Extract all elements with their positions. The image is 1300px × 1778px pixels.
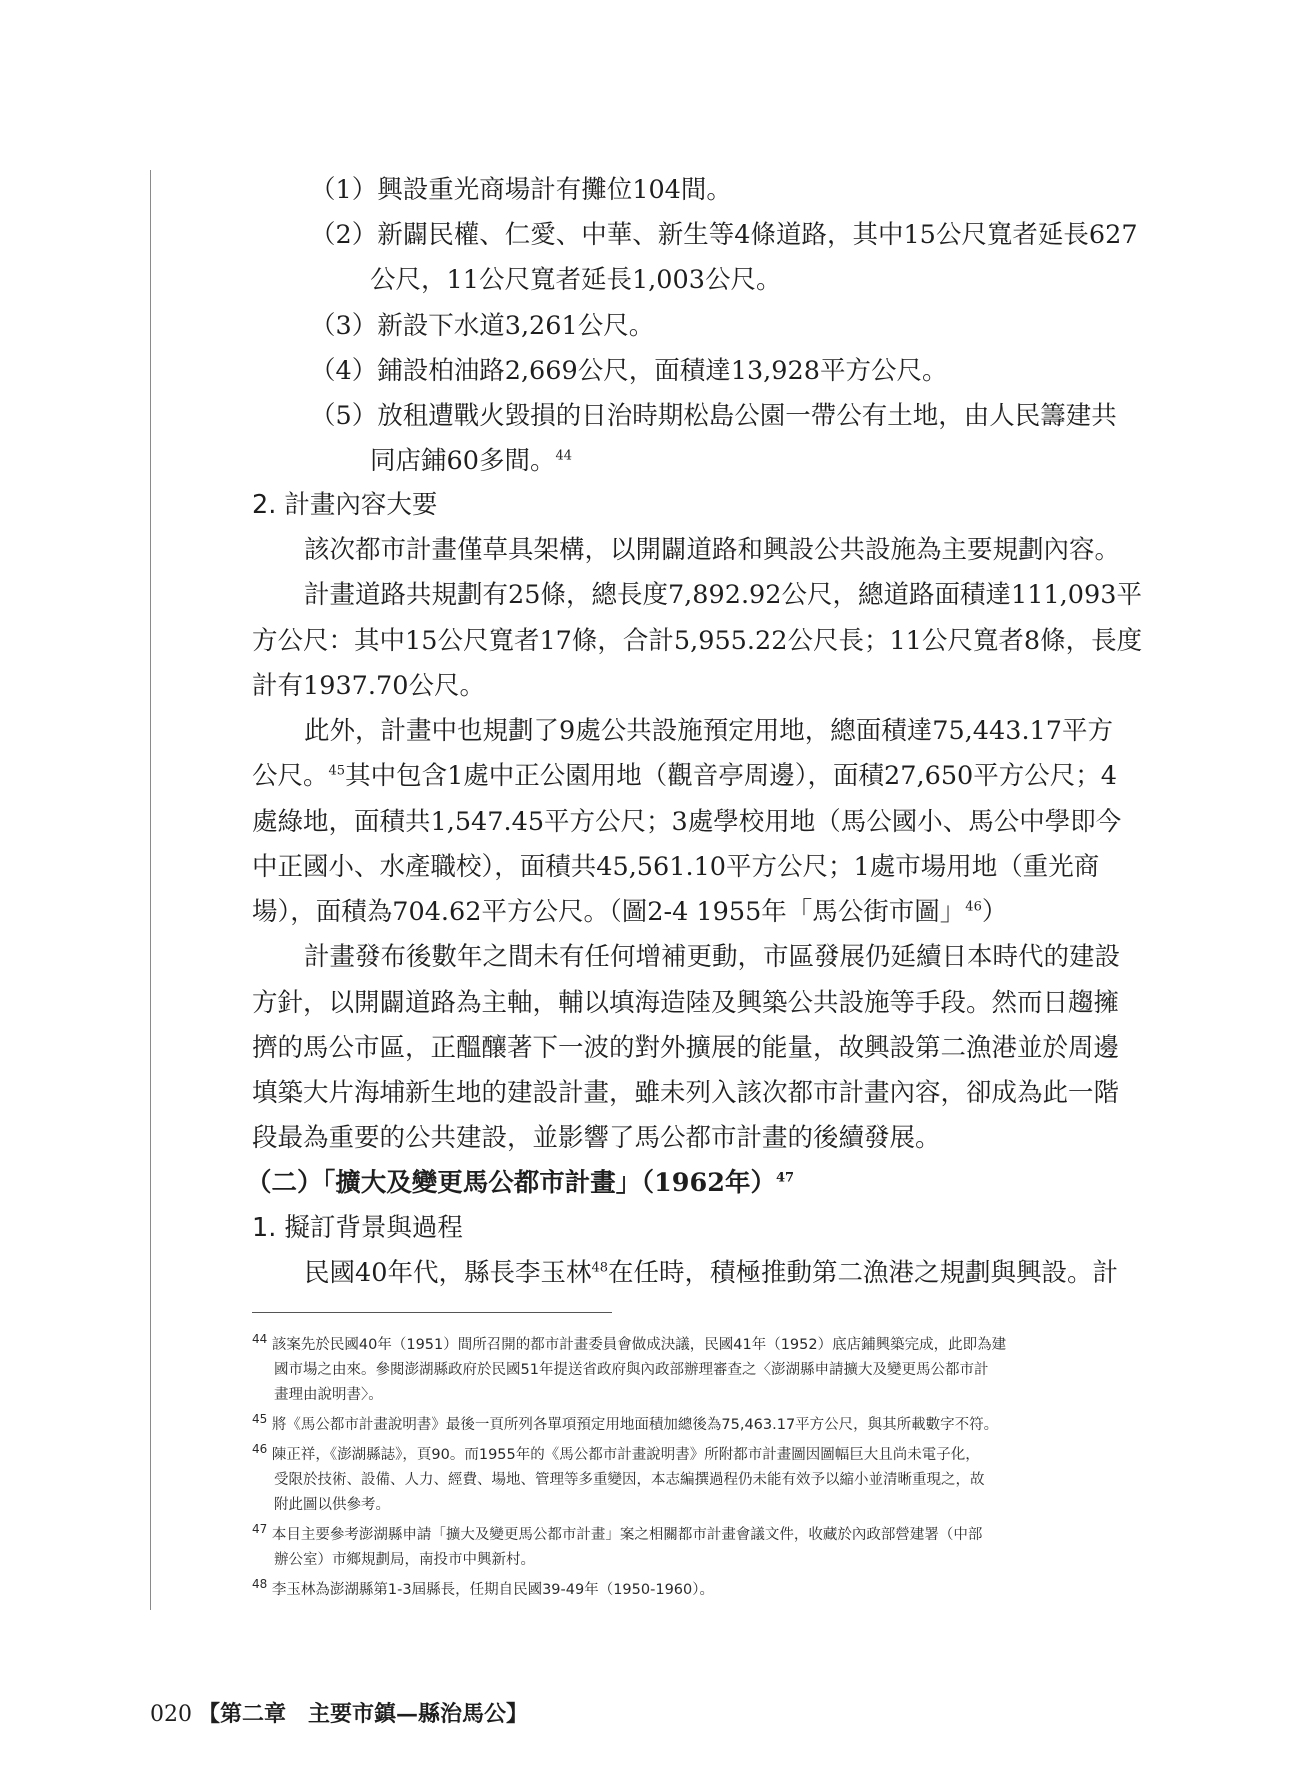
paragraph-line: 場），面積為704.62平方公尺。（圖2-4 1955年「馬公街市圖」$^{46}$）	[252, 897, 1008, 927]
list-item-continuation: 同店鋪60多間。$^{44}$	[370, 446, 572, 476]
paragraph-line: 段最為重要的公共建設，並影響了馬公都市計畫的後續發展。	[252, 1123, 941, 1153]
footnote: $^{48}$ 李玉林為澎湖縣第1-3屆縣長，任期自民國39-49年（1950-1960）。	[252, 1577, 714, 1598]
paragraph-line: 計畫道路共規劃有25條，總長度7,892.92公尺，總道路面積達111,093平	[304, 580, 1142, 610]
footnote: $^{47}$ 本目主要參考澎湖縣申請「擴大及變更馬公都市計畫」案之相關都市計畫會議文件，收藏於內政部營建署（中部	[252, 1522, 983, 1543]
footnote: $^{44}$ 該案先於民國40年（1951）間所召開的都市計畫委員會做成決議，民國41年（1952）底店鋪興築完成，此即為建	[252, 1332, 1007, 1353]
paragraph-line: 方公尺：其中15公尺寬者17條，合計5,955.22公尺長；11公尺寬者8條，長度	[252, 626, 1143, 656]
paragraph-line: 填築大片海埔新生地的建設計畫，雖未列入該次都市計畫內容，卻成為此一階	[252, 1078, 1120, 1108]
footnote-line: 辦公室）市鄉規劃局，南投市中興新村。	[274, 1552, 535, 1568]
paragraph-line: 計畫發布後數年之間未有任何增補更動，市區發展仍延續日本時代的建設	[304, 942, 1121, 972]
list-item: （1）興設重光商場計有攤位104間。	[310, 175, 732, 205]
list-item: （3）新設下水道3,261公尺。	[310, 311, 655, 341]
chapter-title: 【第二章 主要市鎮—縣治馬公】	[198, 1701, 529, 1727]
footnote-ref: 44	[555, 448, 572, 464]
section-heading: （二）「擴大及變更馬公都市計畫」（1962年）$^{47}$	[246, 1168, 795, 1198]
paragraph-line: 該次都市計畫僅草具架構，以開闢道路和興設公共設施為主要規劃內容。	[304, 535, 1121, 565]
footnote-line: 國市場之由來。參閱澎湖縣政府於民國51年提送省政府與內政部辦理審查之〈澎湖縣申請擴大及變更馬公都市計	[274, 1362, 989, 1378]
list-item: （5）放租遭戰火毀損的日治時期松島公園一帶公有土地，由人民籌建共	[310, 401, 1117, 431]
paragraph-line: 計有1937.70公尺。	[252, 671, 485, 701]
subsection-heading: 1. 擬訂背景與過程	[252, 1213, 463, 1243]
list-item: （4）鋪設柏油路2,669公尺，面積達13,928平方公尺。	[310, 356, 948, 386]
footnote-ref: 47	[775, 1170, 795, 1186]
page-number: 020	[150, 1702, 192, 1727]
footnote: $^{45}$ 將《馬公都市計畫說明書》最後一頁所列各單項預定用地面積加總後為75,463.17平方公尺，與其所載數字不符。	[252, 1412, 999, 1433]
footnote: $^{46}$ 陳正祥，《澎湖縣誌》，頁90。而1955年的《馬公都市計畫說明書》所附都市計畫圖因圖幅巨大且尚未電子化，	[252, 1442, 980, 1463]
paragraph-line: 處綠地，面積共1,547.45平方公尺；3處學校用地（馬公國小、馬公中學即今	[252, 807, 1122, 837]
footnote-rule	[252, 1312, 612, 1313]
list-item-continuation: 公尺，11公尺寬者延長1,003公尺。	[370, 265, 782, 295]
paragraph-line: 擠的馬公市區，正醞釀著下一波的對外擴展的能量，故興設第二漁港並於周邊	[252, 1033, 1120, 1063]
section-heading: 2. 計畫內容大要	[252, 490, 438, 520]
footnote-line: 受限於技術、設備、人力、經費、場地、管理等多重變因，本志編撰過程仍未能有效予以縮小並清晰重現之，故	[274, 1472, 985, 1488]
footnote-line: 畫理由說明書〉。	[274, 1387, 383, 1403]
footnote-line: 附此圖以供參考。	[274, 1497, 390, 1513]
list-item: （2）新闢民權、仁愛、中華、新生等4條道路，其中15公尺寬者延長627	[310, 220, 1138, 250]
margin-rule	[150, 170, 151, 1610]
paragraph-line: 此外，計畫中也規劃了9處公共設施預定用地，總面積達75,443.17平方	[304, 716, 1114, 746]
paragraph-line: 民國40年代，縣長李玉林$^{48}$在任時，積極推動第二漁港之規劃與興設。計	[304, 1258, 1119, 1288]
footnote-ref: 45	[328, 763, 346, 779]
footnote-ref: 48	[591, 1260, 608, 1276]
paragraph-line: 中正國小、水產職校），面積共45,561.10平方公尺；1處市場用地（重光商	[252, 852, 1100, 882]
page-footer	[150, 1697, 528, 1728]
paragraph-line: 公尺。$^{45}$其中包含1處中正公園用地（觀音亭周邊），面積27,650平方公尺；4	[252, 761, 1117, 791]
footnote-ref: 46	[965, 899, 982, 915]
paragraph-line: 方針，以開闢道路為主軸，輔以填海造陸及興築公共設施等手段。然而日趨擁	[252, 988, 1120, 1018]
